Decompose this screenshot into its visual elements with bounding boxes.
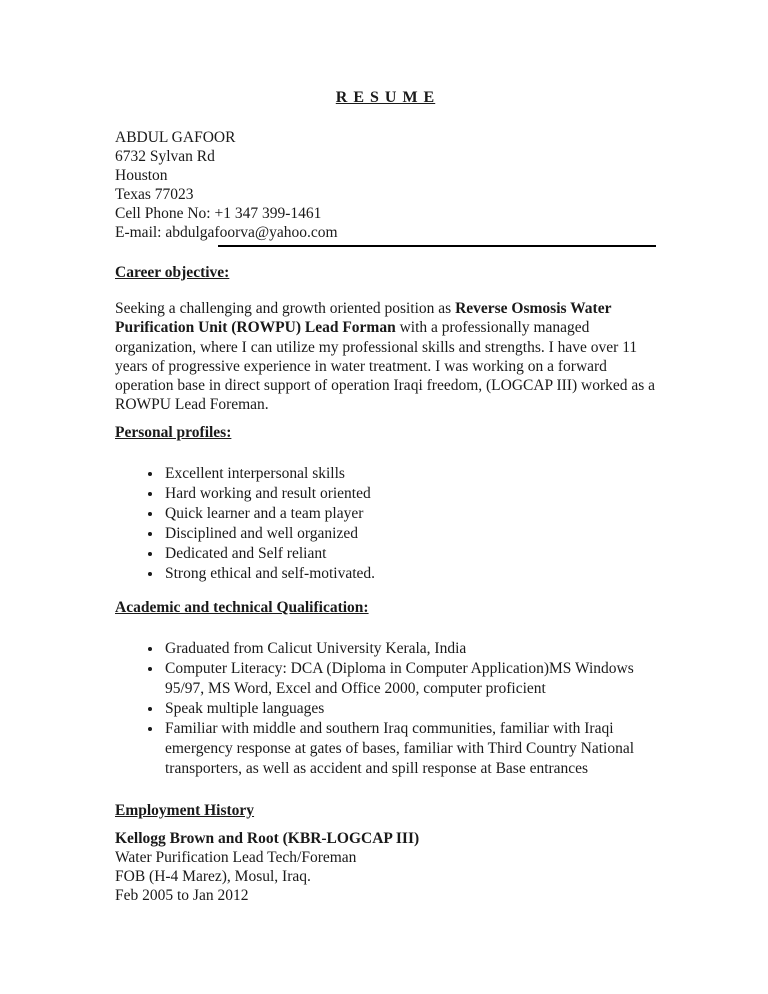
- personal-profiles-list: [115, 464, 656, 584]
- contact-name: ABDUL GAFOOR: [115, 129, 236, 146]
- employer-dates: Feb 2005 to Jan 2012: [115, 886, 249, 904]
- contact-email: E-mail: abdulgafoorva@yahoo.com: [115, 224, 338, 241]
- contact-street: 6732 Sylvan Rd: [115, 148, 215, 165]
- employer-role: Water Purification Lead Tech/Foreman: [115, 848, 357, 866]
- objective-text-rest: with a professionally managed organization, where I can utilize my professional skills and strengths. I have over 11 years of progressive experience in water treatment. I was working on a forward operation base in direct support of operation Iraqi freedom, (LOGCAP III) worked as a ROWPU Lead Foreman.: [115, 319, 656, 414]
- list-item: • Hard working and result oriented: [163, 484, 656, 504]
- employer-company: Kellogg Brown and Root (KBR-LOGCAP III): [115, 829, 420, 847]
- list-item: • Excellent interpersonal skills: [163, 464, 656, 484]
- list-item: • Strong ethical and self-motivated.: [163, 564, 656, 584]
- list-item: • Computer Literacy: DCA (Diploma in Computer Application)MS Windows 95/97, MS Word, Excel and Office 2000, computer proficient: [163, 659, 656, 699]
- contact-block: [115, 128, 656, 242]
- objective-text-lead: Seeking a challenging and growth oriented position as: [115, 300, 456, 317]
- contact-phone: Cell Phone No: +1 347 399-1461: [115, 205, 322, 222]
- list-item: • Familiar with middle and southern Iraq communities, familiar with Iraqi emergency response at gates of bases, familiar with Third Country National transporters, as well as accident and spill response at Base entrances: [163, 719, 656, 779]
- employment-history-heading: Employment History: [115, 801, 255, 819]
- career-objective-paragraph: [115, 299, 656, 415]
- document-title: R E S U M E: [335, 89, 436, 106]
- list-item: • Disciplined and well organized: [163, 524, 656, 544]
- list-item: • Speak multiple languages: [163, 699, 656, 719]
- contact-city: Houston: [115, 167, 168, 184]
- qualifications-list: [115, 639, 656, 779]
- qualifications-heading: Academic and technical Qualification:: [115, 598, 369, 616]
- employer-block: [115, 829, 656, 905]
- personal-profiles-heading: Personal profiles:: [115, 423, 232, 441]
- list-item: • Graduated from Calicut University Kerala, India: [163, 639, 656, 659]
- horizontal-divider: [218, 245, 656, 247]
- career-objective-heading: Career objective:: [115, 264, 230, 281]
- list-item: • Dedicated and Self reliant: [163, 544, 656, 564]
- objective-text-position-bold: Reverse Osmosis Water Purification Unit (ROWPU) Lead Forman: [115, 300, 612, 337]
- contact-state-zip: Texas 77023: [115, 186, 194, 203]
- employer-location: FOB (H-4 Marez), Mosul, Iraq.: [115, 867, 311, 885]
- list-item: • Quick learner and a team player: [163, 504, 656, 524]
